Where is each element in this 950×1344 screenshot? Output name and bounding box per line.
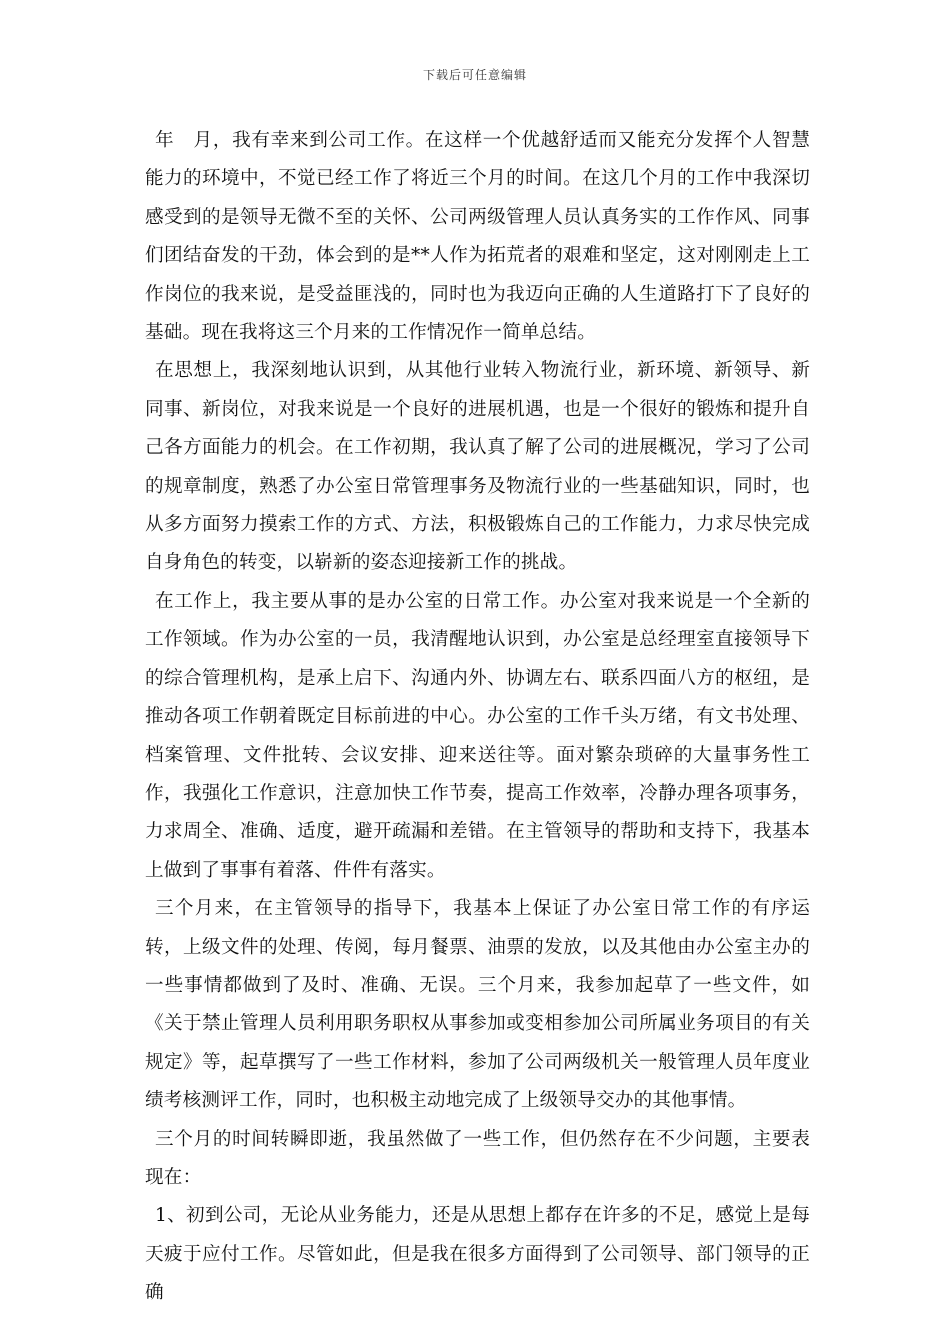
paragraph-point-1: 1、初到公司，无论从业务能力，还是从思想上都存在许多的不足，感觉上是每天疲于应付工作。尽管如此，但是我在很多方面得到了公司领导、部门领导的正确 xyxy=(145,1205,810,1304)
paragraph-thinking: 在思想上，我深刻地认识到，从其他行业转入物流行业，新环境、新领导、新同事、新岗位，对我来说是一个良好的进展机遇，也是一个很好的锻炼和提升自己各方面能力的机会。在工作初期，我认真了解了公司的进展概况，学习了公司的规章制度，熟悉了办公室日常管理事务及物流行业的一些基础知识，同时，也从多方面努力摸索工作的方式、方法，积极锻炼自己的工作能力，力求尽快完成自身角色的转变，以崭新的姿态迎接新工作的挑战。 xyxy=(145,360,810,574)
paragraph-intro: 年 月，我有幸来到公司工作。在这样一个优越舒适而又能充分发挥个人智慧能力的环境中，不觉已经工作了将近三个月的时间。在这几个月的工作中我深切感受到的是领导无微不至的关怀、公司两级管理人员认真务实的工作作风、同事们团结奋发的干劲，体会到的是**人作为拓荒者的艰难和坚定，这对刚刚走上工作岗位的我来说，是受益匪浅的，同时也为我迈向正确的人生道路打下了良好的基础。现在我将这三个月来的工作情况作一简单总结。 xyxy=(145,130,810,344)
page-header: 下载后可任意编辑 xyxy=(422,68,527,82)
document-body xyxy=(145,122,810,1313)
paragraph-problems: 三个月的时间转瞬即逝，我虽然做了一些工作，但仍然存在不少问题，主要表现在： xyxy=(145,1128,810,1188)
paragraph-work: 在工作上，我主要从事的是办公室的日常工作。办公室对我来说是一个全新的工作领域。作为办公室的一员，我清醒地认识到，办公室是总经理室直接领导下的综合管理机构，是承上启下、沟通内外、协调左右、联系四面八方的枢纽，是推动各项工作朝着既定目标前进的中心。办公室的工作千头万绪，有文书处理、档案管理、文件批转、会议安排、迎来送往等。面对繁杂琐碎的大量事务性工作，我强化工作意识，注意加快工作节奏，提高工作效率，冷静办理各项事务，力求周全、准确、适度，避开疏漏和差错。在主管领导的帮助和支持下，我基本上做到了事事有着落、件件有落实。 xyxy=(145,590,810,881)
paragraph-three-months: 三个月来，在主管领导的指导下，我基本上保证了办公室日常工作的有序运转，上级文件的处理、传阅，每月餐票、油票的发放，以及其他由办公室主办的一些事情都做到了及时、准确、无误。三个月来，我参加起草了一些文件，如《关于禁止管理人员利用职务职权从事参加或变相参加公司所属业务项目的有关规定》等，起草撰写了一些工作材料，参加了公司两级机关一般管理人员年度业绩考核测评工作，同时，也积极主动地完成了上级领导交办的其他事情。 xyxy=(145,898,810,1112)
